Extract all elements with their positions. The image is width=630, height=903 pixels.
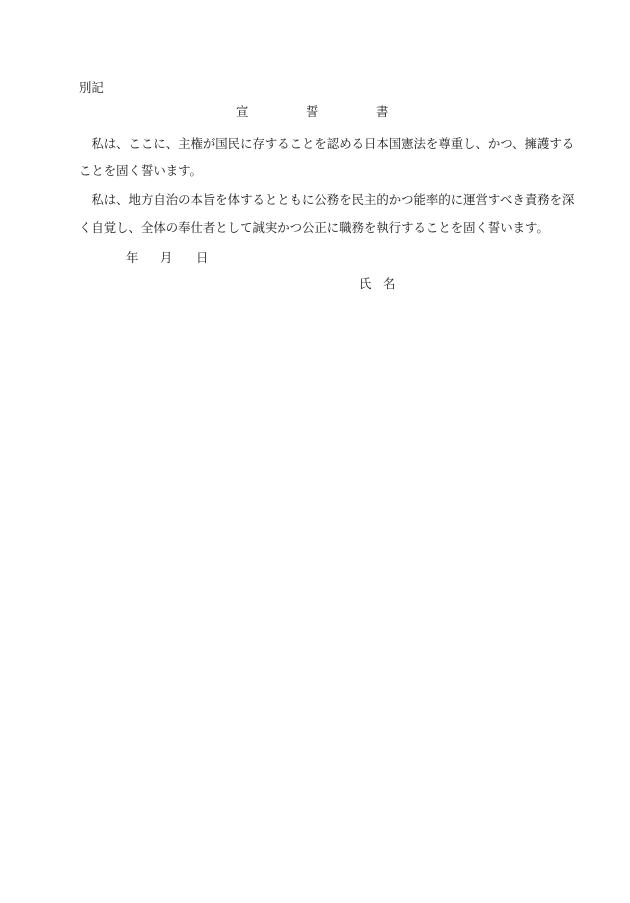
title-char-2: 誓 bbox=[306, 104, 319, 119]
title-char-1: 宣 bbox=[236, 104, 249, 119]
name-label-char-1: 氏 bbox=[359, 276, 372, 291]
oath-paragraph-1-line-2: ことを固く誓います。 bbox=[79, 163, 202, 178]
name-label-char-2: 名 bbox=[383, 276, 396, 291]
date-month-label: 月 bbox=[160, 250, 173, 265]
date-year-label: 年 bbox=[126, 250, 139, 265]
title-char-3: 書 bbox=[376, 104, 389, 119]
oath-paragraph-2-line-1: 私は、地方自治の本旨を体するとともに公務を民主的かつ能率的に運営すべき責務を深 bbox=[91, 192, 575, 207]
date-day-label: 日 bbox=[196, 250, 209, 265]
appendix-label: 別記 bbox=[79, 80, 104, 95]
oath-paragraph-1-line-1: 私は、ここに、主権が国民に存することを認める日本国憲法を尊重し、かつ、擁護する bbox=[91, 136, 575, 151]
oath-paragraph-2-line-2: く自覚し、全体の奉仕者として誠実かつ公正に職務を執行することを固く誓います。 bbox=[79, 220, 549, 235]
